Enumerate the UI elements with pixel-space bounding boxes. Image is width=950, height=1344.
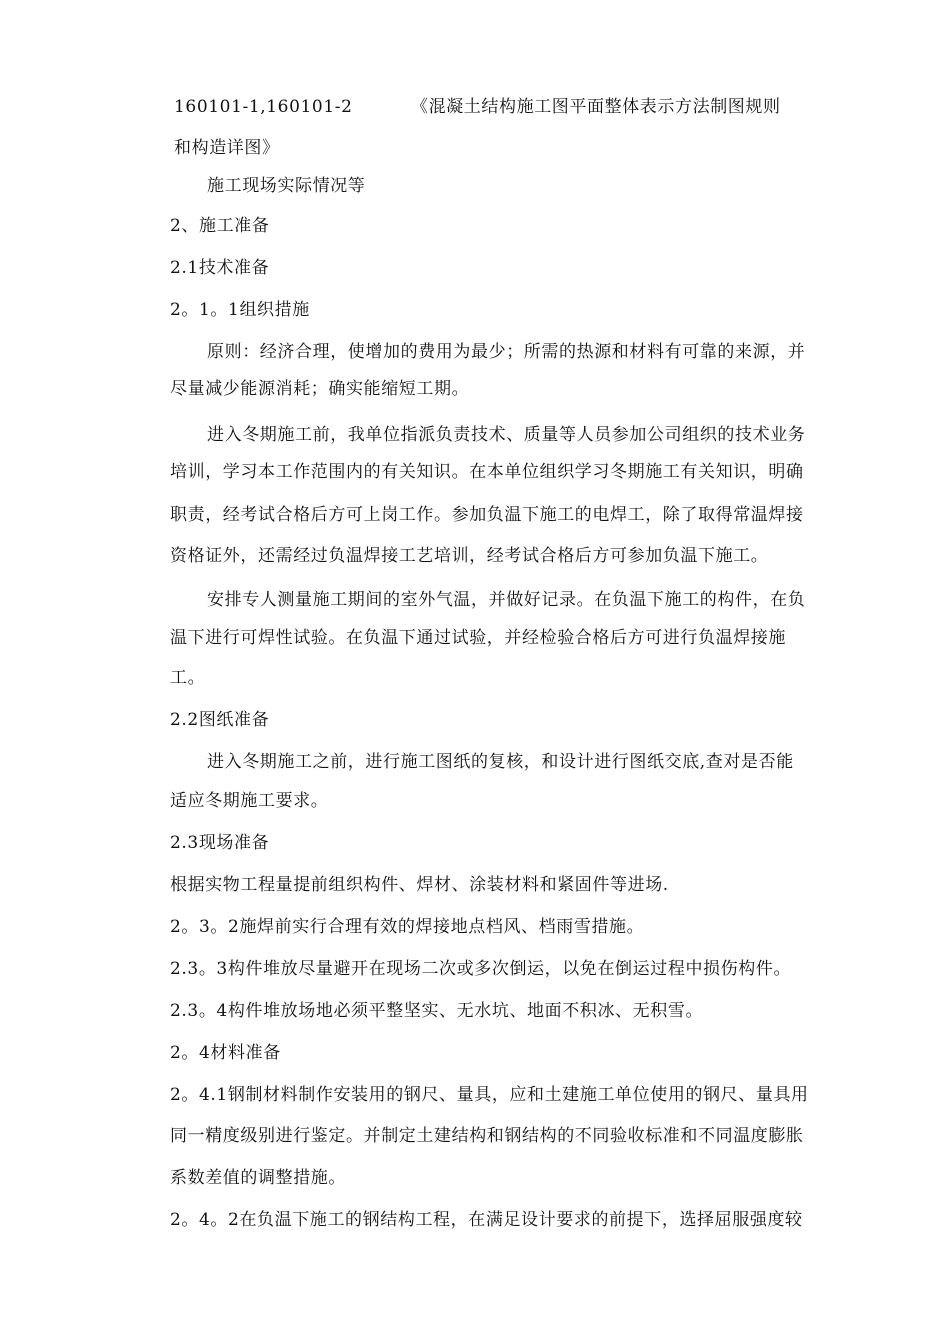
site-prep-item-3: 2.3。3构件堆放尽量避开在现场二次或多次倒运，以免在倒运过程中损伤构件。 [170, 959, 792, 979]
principle-paragraph-line-1: 原则：经济合理，使增加的费用为最少；所需的热源和材料有可靠的来源，并 [207, 342, 806, 362]
section-2-4-heading: 2。4材料准备 [170, 1043, 281, 1063]
site-conditions-text: 施工现场实际情况等 [207, 176, 366, 196]
reference-code: 160101-1,160101-2 [174, 97, 353, 117]
section-2-2-heading: 2.2图纸准备 [170, 710, 270, 730]
material-item-2-line-1: 2。4。2在负温下施工的钢结构工程，在满足设计要求的前提下，选择屈服强度较 [170, 1210, 803, 1230]
training-paragraph-line-4: 资格证外，还需经过负温焊接工艺培训，经考试合格后方可参加负温下施工。 [170, 546, 769, 566]
reference-title-line-1: 《混凝土结构施工图平面整体表示方法制图规则 [411, 97, 781, 117]
material-item-1-line-3: 系数差值的调整措施。 [170, 1168, 346, 1188]
section-2-1-heading: 2.1技术准备 [170, 258, 270, 278]
drawing-paragraph-line-1: 进入冬期施工之前，进行施工图纸的复核，和设计进行图纸交底,查对是否能 [207, 752, 794, 772]
material-item-1-line-1: 2。4.1钢制材料制作安装用的钢尺、量具，应和土建施工单位使用的钢尺、量具用 [170, 1085, 809, 1105]
training-paragraph-line-1: 进入冬期施工前，我单位指派负责技术、质量等人员参加公司组织的技术业务 [207, 425, 806, 445]
section-2-heading: 2、施工准备 [170, 216, 270, 236]
training-paragraph-line-2: 培训，学习本工作范围内的有关知识。在本单位组织学习冬期施工有关知识，明确 [170, 462, 804, 482]
site-prep-item-1: 根据实物工程量提前组织构件、焊材、涂装材料和紧固件等进场. [170, 875, 669, 895]
section-2-1-1-heading: 2。1。1组织措施 [170, 300, 310, 320]
temperature-paragraph-line-3: 工。 [170, 668, 206, 688]
site-prep-item-2: 2。3。2施焊前实行合理有效的焊接地点档风、档雨雪措施。 [170, 917, 645, 937]
site-prep-item-4: 2.3。4构件堆放场地必须平整坚实、无水坑、地面不积冰、无积雪。 [170, 1001, 704, 1021]
material-item-1-line-2: 同一精度级别进行鉴定。并制定土建结构和钢结构的不同验收标准和不同温度膨胀 [170, 1126, 804, 1146]
principle-paragraph-line-2: 尽量减少能源消耗；确实能缩短工期。 [170, 379, 470, 399]
training-paragraph-line-3: 职责，经考试合格后方可上岗工作。参加负温下施工的电焊工，除了取得常温焊接 [170, 505, 804, 525]
section-2-3-heading: 2.3现场准备 [170, 833, 270, 853]
temperature-paragraph-line-1: 安排专人测量施工期间的室外气温，并做好记录。在负温下施工的构件，在负 [207, 590, 806, 610]
drawing-paragraph-line-2: 适应冬期施工要求。 [170, 791, 329, 811]
reference-title-line-2: 和构造详图》 [174, 138, 280, 158]
temperature-paragraph-line-2: 温下进行可焊性试验。在负温下通过试验，并经检验合格后方可进行负温焊接施 [170, 628, 786, 648]
